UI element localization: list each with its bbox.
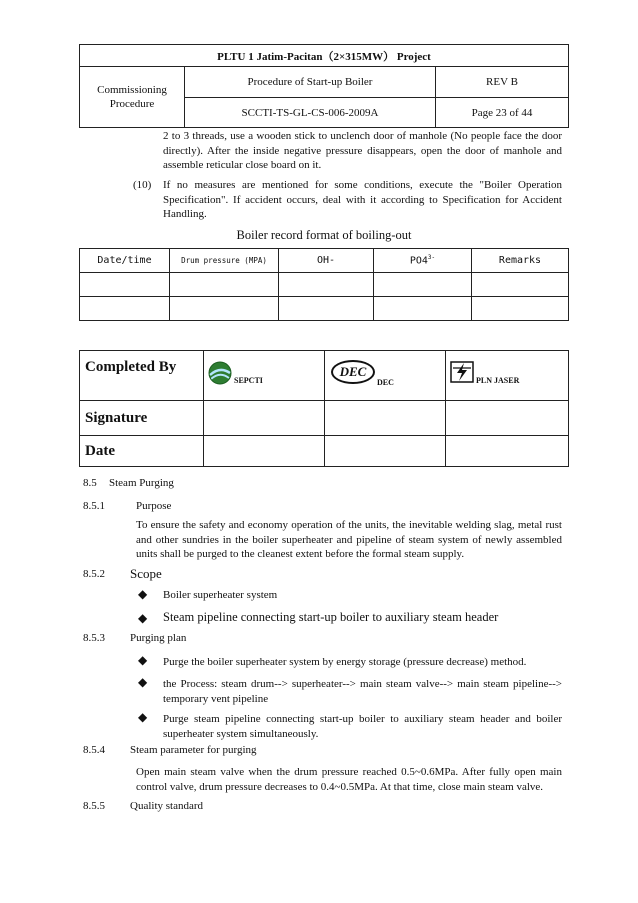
section-8-5-2-number: 8.5.2 [83,568,105,580]
purging-plan-item: the Process: steam drum--> superheater--> main steam valve--> main steam pipeline--> temporary vent pipeline [163,678,562,705]
completed-by-label: Completed By [80,351,204,401]
sepcti-logo [207,360,233,386]
date-cell-sepcti [204,436,325,467]
table-cell [279,273,374,297]
section-8-5-3-number: 8.5.3 [83,632,105,644]
revision: REV B [436,67,569,98]
signature-cell-dec [325,401,446,436]
table-cell [472,273,569,297]
date-cell-pln [446,436,569,467]
po4-superscript: 3- [427,254,436,262]
section-8-5-3-title: Purging plan [130,632,187,644]
col-header-datetime: Date/time [80,249,170,273]
col-header-remarks: Remarks [472,249,569,273]
table-cell [374,297,472,321]
section-8-5-4-title: Steam parameter for purging [130,744,257,756]
pln-lightning-logo [450,361,474,383]
item-10-number: (10) [133,179,152,191]
section-8-5-1-number: 8.5.1 [83,500,105,512]
scope-item: Boiler superheater system [163,589,278,601]
project-title: PLTU 1 Jatim-Pacitan（2×315MW） Project [80,45,569,67]
table-cell [80,297,170,321]
signature-table [79,350,569,467]
procedure-name: Procedure of Start-up Boiler [185,67,436,98]
col-header-drum-pressure: Drum pressure (MPA) [170,249,279,273]
bullet-icon: ◆ [138,653,148,667]
commissioning-procedure-label: Commissioning Procedure [80,67,185,128]
sepcti-label: SEPCTI [234,376,263,385]
date-cell-dec [325,436,446,467]
item-10-text: If no measures are mentioned for some conditions, execute the "Boiler Operation Specification". If accident occurs, deal with it according to Specification for Accident Handling. [163,179,562,220]
section-8-5-1-title: Purpose [136,500,172,512]
continued-paragraph: 2 to 3 threads, use a wooden stick to unclench door of manhole (No people face the door directly). After the inside negative pressure disappears, open the door of manhole and assemble reticular close board on it. [163,130,562,171]
dec-cell [325,351,446,401]
table-cell [80,273,170,297]
section-8-5-4-number: 8.5.4 [83,744,105,756]
signature-cell-pln [446,401,569,436]
dec-logo: DEC [331,360,375,384]
table-cell [170,273,279,297]
sepcti-cell [204,351,325,401]
table-cell [472,297,569,321]
pln-jaser-label: PLN JASER [476,376,520,385]
bullet-icon: ◆ [138,587,148,601]
section-8-5-2-title: Scope [130,566,162,581]
document-number: SCCTI-TS-GL-CS-006-2009A [185,98,436,128]
scope-item: Steam pipeline connecting start-up boiler to auxiliary steam header [163,610,499,624]
section-8-5-5-number: 8.5.5 [83,800,105,812]
purging-plan-item: Purge the boiler superheater system by energy storage (pressure decrease) method. [163,656,527,668]
bullet-icon: ◆ [138,611,148,625]
purpose-paragraph: To ensure the safety and economy operation of the units, the inevitable welding slag, metal rust and other sundries in the boiler superheater and pipeline of steam system of newly assembled units shall be purged to the cleanest extent before the formal steam supply. [136,519,562,560]
table-cell [279,297,374,321]
col-header-po4 [374,249,472,273]
section-8-5-title: Steam Purging [109,477,174,489]
signature-label: Signature [80,401,204,436]
section-8-5-number: 8.5 [83,477,97,489]
steam-parameter-paragraph: Open main steam valve when the drum pressure reached 0.5~0.6MPa. After fully open main control valve, drum pressure decreases to 0.4~0.5MPa. At that time, close main steam valve. [136,766,562,793]
signature-cell-sepcti [204,401,325,436]
po4-label: PO4 [409,255,428,267]
bullet-icon: ◆ [138,710,148,724]
boiling-out-record-table [79,248,569,321]
pln-jaser-cell [446,351,569,401]
section-8-5-5-title: Quality standard [130,800,204,812]
record-table-title: Boiler record format of boiling-out [236,228,412,242]
document-header-table [79,44,569,128]
bullet-icon: ◆ [138,675,148,689]
date-label: Date [80,436,204,467]
col-header-oh: OH- [279,249,374,273]
table-cell [374,273,472,297]
dec-label: DEC [377,378,394,387]
page-number: Page 23 of 44 [436,98,569,128]
purging-plan-item: Purge steam pipeline connecting start-up boiler to auxiliary steam header and boiler superheater system simultaneously. [163,713,562,740]
table-cell [170,297,279,321]
